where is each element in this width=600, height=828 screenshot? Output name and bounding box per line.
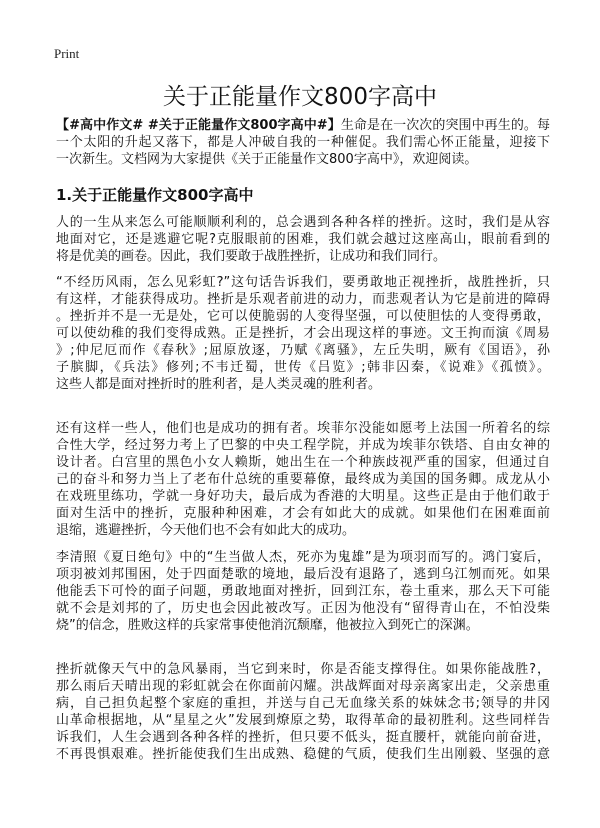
paragraph-line: 他能丢下可怜的面子问题，勇敢地面对挫折，回到江东，卷土重来，那么天下可能 bbox=[56, 584, 550, 599]
print-label: Print bbox=[54, 46, 80, 61]
paragraph-line: 那么雨后天晴出现的彩虹就会在你面前闪耀。洪战辉面对母亲离家出走，父亲患重 bbox=[56, 679, 550, 694]
intro-line bbox=[56, 117, 550, 134]
paragraph-line: “不经历风雨，怎么见彩虹?”这句话告诉我们，要勇敢地正视挫折，战胜挫折，只 bbox=[56, 275, 550, 290]
paragraph-line: 将是优美的画卷。因此，我们要敢于战胜挫折，让成功和我们同行。 bbox=[56, 249, 447, 264]
paragraph-line: 有这样，才能获得成功。挫折是乐观者前进的动力，而悲观者认为它是前进的障碍 bbox=[56, 292, 550, 307]
paragraph-line: 就不会是刘邦的了，历史也会因此被改写。正因为他没有“留得青山在，不怕没柴 bbox=[56, 601, 550, 616]
body-paragraph bbox=[56, 549, 550, 634]
paragraph-line: 设计者。白宫里的黑色小女人赖斯，她出生在一个种族歧视严重的国家，但通过自 bbox=[56, 455, 550, 470]
paragraph-line: 李清照《夏日绝句》中的“生当做人杰，死亦为鬼雄”是为项羽而写的。鸿门宴后， bbox=[56, 550, 550, 565]
paragraph-line: 还有这样一些人，他们也是成功的拥有者。埃菲尔没能如愿考上法国一所着名的综 bbox=[56, 421, 550, 436]
section-heading: 1.关于正能量作文800字高中 bbox=[56, 186, 254, 204]
paragraph-line: 诉我们，人生会遇到各种各样的挫折，但只要不低头，挺直腰杆，就能向前奋进， bbox=[56, 730, 550, 745]
intro-text: 生命是在一次次的突围中再生的。每 bbox=[340, 118, 550, 133]
paragraph-line: 烧”的信念，胜败这样的兵家常事使他消沉颓靡，他被拉入到死亡的深渊。 bbox=[56, 618, 479, 633]
paragraph-line: 病，自己担负起整个家庭的重担，并送与自己无血缘关系的妹妹念书;领导的井冈 bbox=[56, 696, 550, 711]
body-paragraph bbox=[56, 214, 550, 265]
paragraph-line: 挫折就像天气中的急风暴雨，当它到来时，你是否能支撑得住。如果你能战胜?， bbox=[56, 662, 550, 677]
paragraph-line: 子膑脚，《兵法》修列;不韦迁蜀，世传《吕览》;韩非囚秦，《说难》《孤愤》。 bbox=[56, 360, 550, 375]
paragraph-line: 项羽被刘邦围困，处于四面楚歌的境地，最后没有退路了，逃到乌江刎而死。如果 bbox=[56, 567, 550, 582]
paragraph-line: 面对生活中的挫折，克服种种困难，才会有如此大的成就。如果他们在困难面前 bbox=[56, 506, 550, 521]
paragraph-line: 在戏班里练功，学就一身好功夫，最后成为香港的大明星。这些正是由于他们敢于 bbox=[56, 489, 550, 504]
paragraph-line: 合性大学，经过努力考上了巴黎的中央工程学院，并成为埃菲尔铁塔、自由女神的 bbox=[56, 438, 550, 453]
intro-paragraph bbox=[56, 117, 550, 168]
paragraph-line: 地面对它，还是逃避它呢?克服眼前的困难，我们就会越过这座高山，眼前看到的 bbox=[56, 232, 550, 247]
intro-tags: 【#高中作文# #关于正能量作文800字高中#】 bbox=[56, 118, 341, 133]
paragraph-line: 这些人都是面对挫折时的胜利者，是人类灵魂的胜利者。 bbox=[56, 377, 382, 392]
body-paragraph bbox=[56, 661, 550, 763]
paragraph-line: 山革命根据地，从“星星之火”发展到燎原之势，取得革命的最初胜利。这些同样告 bbox=[56, 713, 550, 728]
paragraph-line: 可以使幼稚的我们变得成熟。正是挫折，才会出现这样的事迹。文王拘而演《周易 bbox=[56, 326, 550, 341]
page-title: 关于正能量作文800字高中 bbox=[163, 84, 437, 110]
paragraph-line: 。挫折并不是一无是处，它可以使脆弱的人变得坚强，可以使胆怯的人变得勇敢， bbox=[56, 309, 550, 324]
paragraph-line: 人的一生从来怎么可能顺顺利利的，总会遇到各种各样的挫折。这时，我们是从容 bbox=[56, 215, 550, 230]
paragraph-line: 己的奋斗和努力当上了老布什总统的重要幕僚，最终成为美国的国务卿。成龙从小 bbox=[56, 472, 550, 487]
body-paragraph bbox=[56, 274, 550, 393]
paragraph-line: 不再畏惧艰难。挫折能使我们生出成熟、稳健的气质，使我们生出刚毅、坚强的意 bbox=[56, 747, 550, 762]
paragraph-line: 》;仲尼厄而作《春秋》;屈原放逐，乃赋《离骚》，左丘失明，厥有《国语》，孙 bbox=[56, 343, 550, 358]
intro-line: 一个太阳的升起又落下，都是人冲破自我的一种催促。我们需心怀正能量，迎接下 bbox=[56, 135, 550, 150]
intro-line: 一次新生。文档网为大家提供《关于正能量作文800字高中》，欢迎阅读。 bbox=[56, 152, 478, 167]
body-paragraph bbox=[56, 420, 550, 539]
paragraph-line: 退缩，逃避挫折，今天他们也不会有如此大的成功。 bbox=[56, 523, 356, 538]
